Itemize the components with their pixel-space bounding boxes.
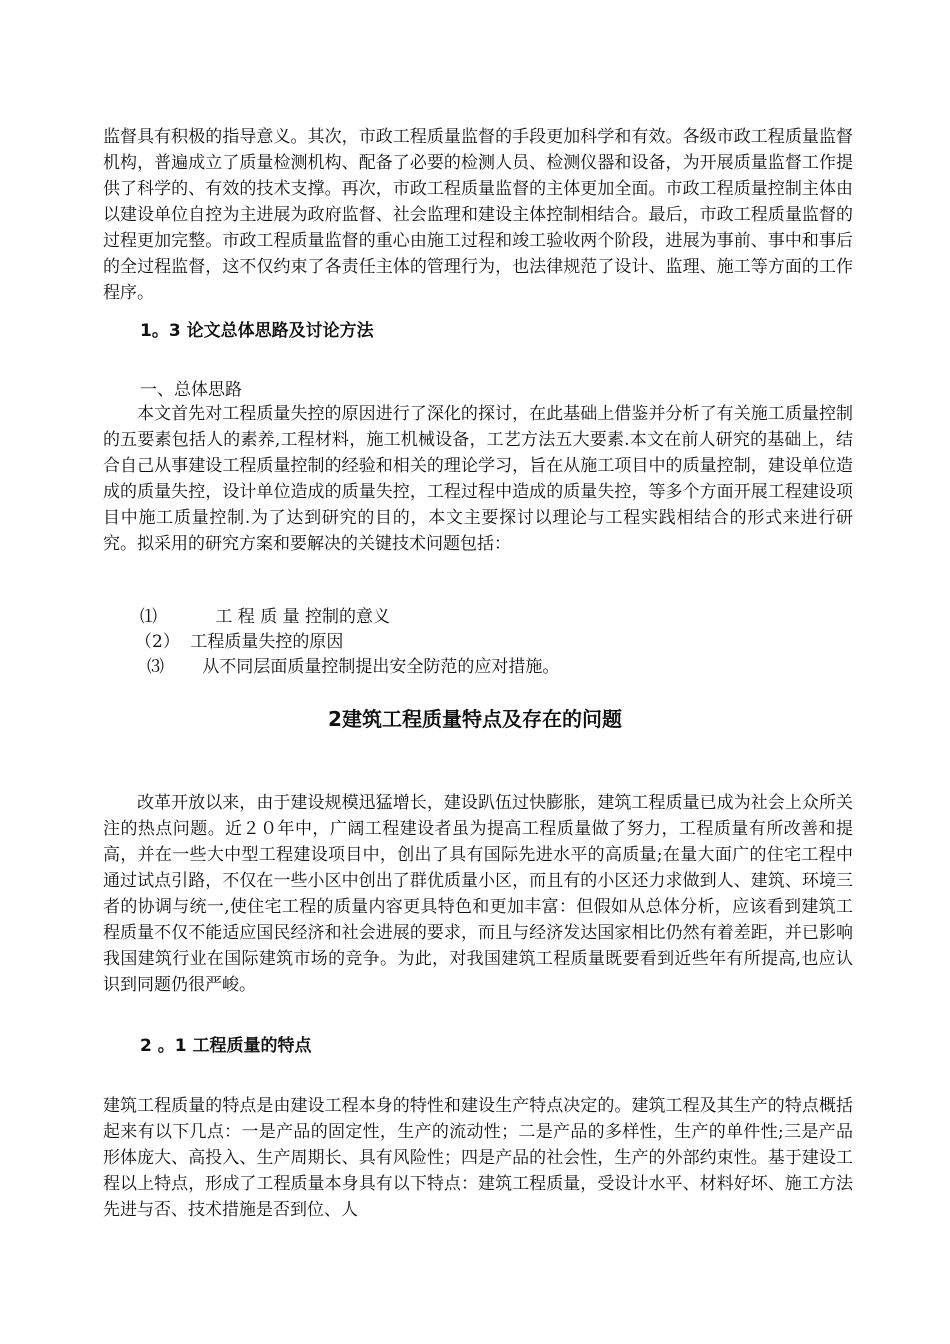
- list-item: [147, 655, 559, 679]
- list-item: [135, 630, 343, 654]
- section-1-3-subheading: 一、总体思路: [140, 380, 242, 400]
- list-marker: ⑶: [147, 657, 164, 677]
- list-item: [140, 605, 390, 629]
- section-1-3-paragraph: 本文首先对工程质量失控的原因进行了深化的探讨，在此基础上借鉴并分析了有关施工质量控制的五要素包括人的素养,工程材料，施工机械设备，工艺方法五大要素.本文在前人研究的基础上，结合自己从事建设工程质量控制的经验和相关的理论学习，旨在从施工项目中的质量控制，建设单位造成的质量失控，设计单位造成的质量失控，工程过程中造成的质量失控，等多个方面开展工程建设项目中施工质量控制.为了达到研究的目的，本文主要探讨以理论与工程实践相结合的形式来进行研究。拟采用的研究方案和要解决的关键技术问题包括：: [103, 404, 853, 554]
- chapter-2-paragraph: 改革开放以来，由于建设规模迅猛增长，建设趴伍过快膨胀，建筑工程质量已成为社会上众所关注的热点问题。近２０年中，广阔工程建设者虽为提高工程质量做了努力，工程质量有所改善和提高，并在一些大中型工程建设项目中，创出了具有国际先进水平的高质量;在量大面广的住宅工程中通过试点引路，不仅在一些小区中创出了群优质量小区，而且有的小区还力求做到人、建筑、环境三者的协调与统一,使住宅工程的质量内容更具特色和更加丰富：但假如从总体分析，应该看到建筑工程质量不仅不能适应国民经济和社会进展的要求，而且与经济发达国家相比仍然有着差距，并已影响我国建筑行业在国际建筑市场的竞争。为此，对我国建筑工程质量既要看到近些年有所提高,也应认识到同题仍很严峻。: [103, 793, 853, 995]
- section-1-3-heading: 1。3 论文总体思路及讨论方法: [140, 321, 374, 341]
- section-2-1-paragraph: 建筑工程质量的特点是由建设工程本身的特性和建设生产特点决定的。建筑工程及其生产的特点概括起来有以下几点：一是产品的固定性，生产的流动性；二是产品的多样性，生产的单件性;三是产品形体庞大、高投入、生产周期长、具有风险性；四是产品的社会性，生产的外部约束性。基于建设工程以上特点，形成了工程质量本身具有以下特点：建筑工程质量，受设计水平、材料好坏、施工方法先进与否、技术措施是否到位、人: [103, 1096, 853, 1220]
- list-text: 工程质量失控的原因: [190, 632, 344, 652]
- list-text: 工 程 质 量 控制的意义: [215, 607, 391, 627]
- intro-paragraph: 监督具有积极的指导意义。其次，市政工程质量监督的手段更加科学和有效。各级市政工程质量监督机构，普遍成立了质量检测机构、配备了必要的检测人员、检测仪器和设备，为开展质量监督工作提供了科学的、有效的技术支撑。再次，市政工程质量监督的主体更加全面。市政工程质量控制主体由以建设单位自控为主进展为政府监督、社会监理和建设主体控制相结合。最后，市政工程质量监督的过程更加完整。市政工程质量监督的重心由施工过程和竣工验收两个阶段，进展为事前、事中和事后的全过程监督，这不仅约束了各责任主体的管理行为，也法律规范了设计、监理、施工等方面的工作程序。: [103, 127, 853, 303]
- chapter-2-heading: 2建筑工程质量特点及存在的问题: [328, 707, 622, 731]
- section-2-1-heading: 2 。1 工程质量的特点: [140, 1036, 312, 1056]
- list-marker: （2）: [135, 632, 180, 652]
- list-marker: ⑴: [140, 607, 157, 627]
- list-text: 从不同层面质量控制提出安全防范的应对措施。: [202, 657, 560, 677]
